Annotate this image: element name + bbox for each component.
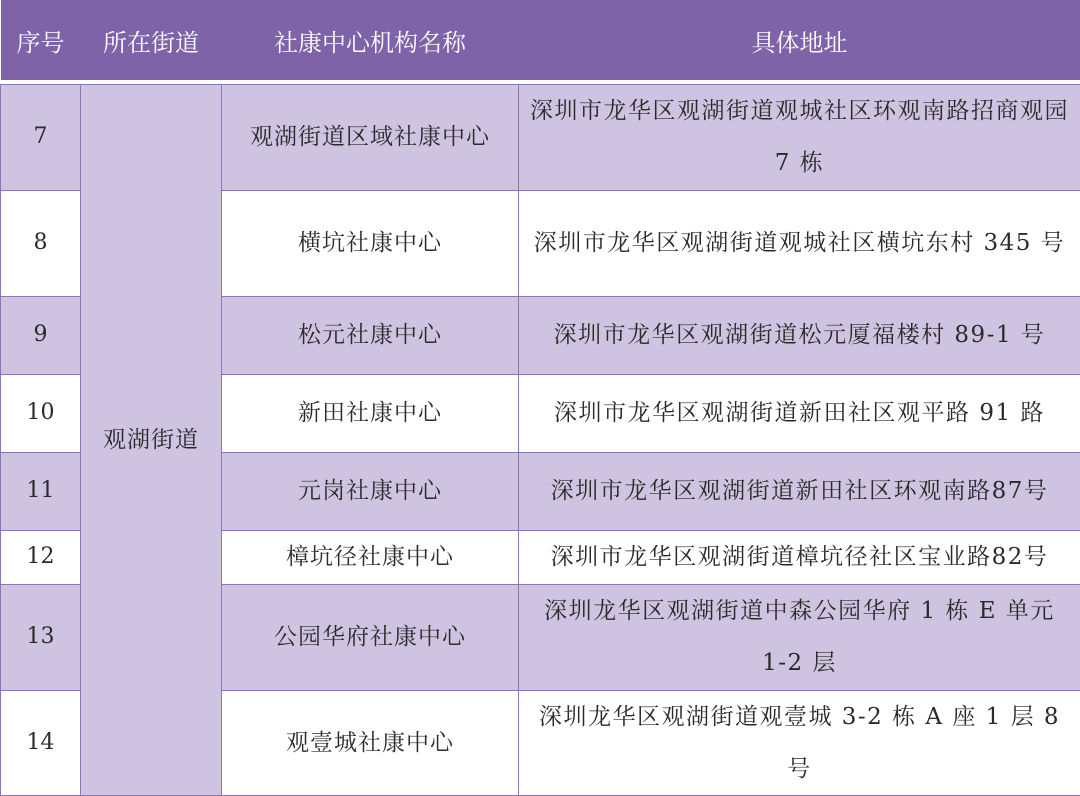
seq-cell: 13 — [1, 584, 81, 690]
header-seq: 序号 — [1, 0, 81, 80]
seq-cell: 10 — [1, 374, 81, 452]
center-name-cell: 松元社康中心 — [222, 296, 519, 374]
table-row — [1, 84, 1080, 190]
center-name-cell: 元岗社康中心 — [222, 452, 519, 530]
seq-cell: 12 — [1, 530, 81, 584]
address-cell: 深圳市龙华区观湖街道观城社区横坑东村 345 号 — [519, 190, 1080, 296]
header-street: 所在街道 — [81, 0, 222, 80]
center-name-cell: 观湖街道区域社康中心 — [222, 84, 519, 190]
center-name-cell: 樟坑径社康中心 — [222, 530, 519, 584]
seq-cell: 8 — [1, 190, 81, 296]
address-cell: 深圳龙华区观湖街道观壹城 3-2 栋 A 座 1 层 8 号 — [519, 690, 1080, 795]
header-address: 具体地址 — [519, 0, 1080, 80]
address-cell: 深圳市龙华区观湖街道新田社区观平路 91 路 — [519, 374, 1080, 452]
center-name-cell: 横坑社康中心 — [222, 190, 519, 296]
address-cell: 深圳市龙华区观湖街道松元厦福楼村 89-1 号 — [519, 296, 1080, 374]
seq-cell: 7 — [1, 84, 81, 190]
header-row — [1, 0, 1080, 80]
center-name-cell: 公园华府社康中心 — [222, 584, 519, 690]
address-cell: 深圳龙华区观湖街道中森公园华府 1 栋 E 单元 1-2 层 — [519, 584, 1080, 690]
center-name-cell: 观壹城社康中心 — [222, 690, 519, 795]
address-cell: 深圳市龙华区观湖街道观城社区环观南路招商观园 7 栋 — [519, 84, 1080, 190]
seq-cell: 11 — [1, 452, 81, 530]
seq-cell: 14 — [1, 690, 81, 795]
seq-cell: 9 — [1, 296, 81, 374]
street-cell: 观湖街道 — [81, 84, 222, 795]
center-name-cell: 新田社康中心 — [222, 374, 519, 452]
header-name: 社康中心机构名称 — [222, 0, 519, 80]
address-cell: 深圳市龙华区观湖街道樟坑径社区宝业路82号 — [519, 530, 1080, 584]
address-cell: 深圳市龙华区观湖街道新田社区环观南路87号 — [519, 452, 1080, 530]
